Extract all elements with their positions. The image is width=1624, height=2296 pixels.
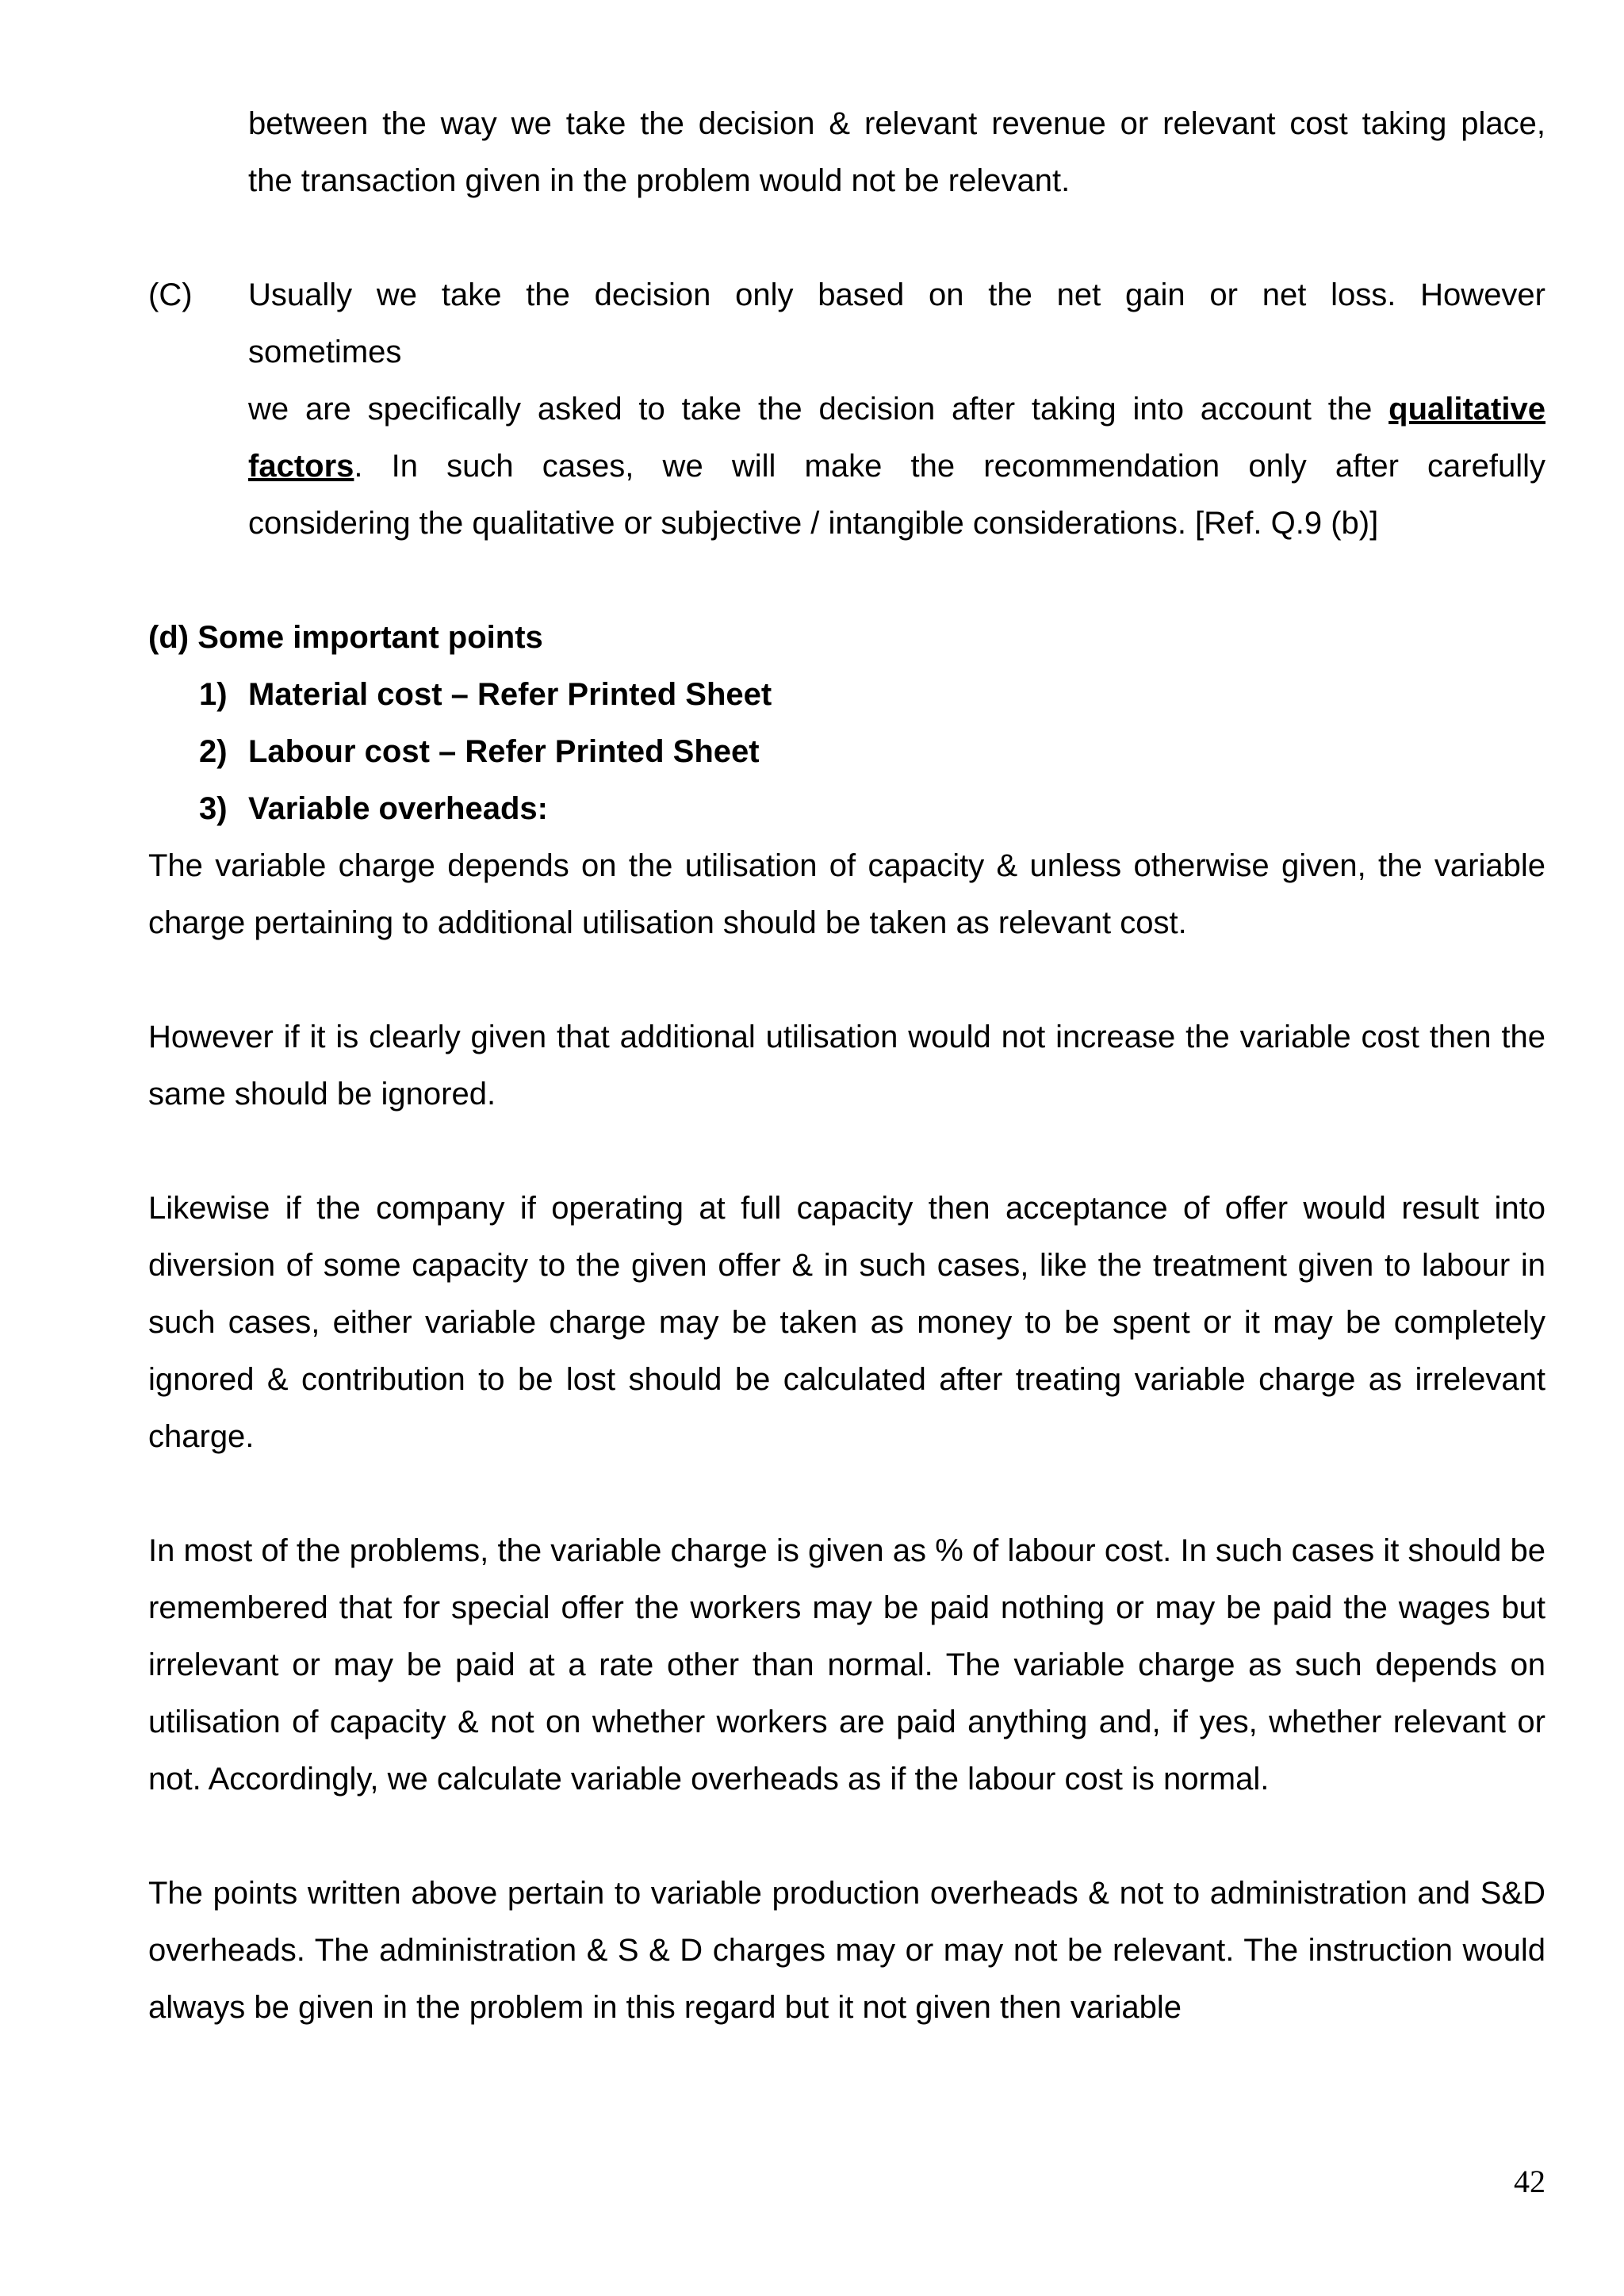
intro-paragraph — [148, 95, 1545, 209]
section-c-line-4 — [248, 438, 1545, 495]
section-c — [148, 266, 1545, 552]
qualitative-keyword: qualitative — [1388, 392, 1545, 427]
list-item-label: Labour cost – Refer Printed Sheet — [248, 734, 760, 769]
section-c-line-3 — [248, 381, 1545, 438]
document-page — [148, 95, 1545, 2036]
spacer — [148, 951, 1545, 1008]
body-paragraph: However if it is clearly given that additional utilisation would not increase the variable cost then the same should be ignored. — [148, 1020, 1545, 1112]
body-paragraph: In most of the problems, the variable charge is given as % of labour cost. In such cases it should be remembered that for special offer the workers may be paid nothing or may be paid the wages but irrelevant or may be paid at a rate other than normal. The variable charge as such depends on utilisation of capacity & not on whether workers are paid anything and, if yes, whether relevant or not. Accordingly, we calculate variable overheads as if the labour cost is normal. — [148, 1533, 1545, 1797]
section-c-line-3-text: we are specifically asked to take the decision after taking into account the — [248, 392, 1373, 427]
factors-keyword: factors — [248, 449, 354, 484]
list-item — [148, 723, 1545, 780]
section-c-line-5: considering the qualitative or subjective / intangible considerations. [Ref. Q.9 (b)] — [248, 506, 1379, 541]
intro-line-1: between the way we take the decision & relevant revenue or relevant cost taking place, — [248, 106, 1545, 141]
section-c-line-4-text: . In such cases, we will make the recommendation only after carefully — [354, 449, 1545, 484]
list-item-number: 2) — [199, 734, 228, 769]
body-paragraph: The variable charge depends on the utilisation of capacity & unless otherwise given, the variable charge pertaining to additional utilisation should be taken as relevant cost. — [148, 848, 1545, 940]
spacer — [148, 209, 1545, 266]
body-paragraph: The points written above pertain to variable production overheads & not to administration and S&D overheads. The administration & S & D charges may or may not be relevant. The instruction would always be given in the problem in this regard but it not given then variable — [148, 1876, 1545, 2025]
intro-line-2: the transaction given in the problem would not be relevant. — [248, 163, 1071, 198]
list-item-number: 1) — [199, 677, 228, 712]
list-item — [148, 780, 1545, 837]
section-c-line-2: sometimes — [248, 335, 402, 369]
list-item — [148, 666, 1545, 723]
page-number: 42 — [1514, 2164, 1545, 2199]
list-item-label: Variable overheads: — [248, 791, 548, 826]
spacer — [148, 1808, 1545, 1865]
body-paragraph: Likewise if the company if operating at full capacity then acceptance of offer would result into diversion of some capacity to the given offer & in such cases, like the treatment given to labour in such cases, either variable charge may be taken as money to be spent or it may be completely ignored & contribution to be lost should be calculated after treating variable charge as irrelevant charge. — [148, 1191, 1545, 1454]
spacer — [148, 552, 1545, 609]
list-item-label: Material cost – Refer Printed Sheet — [248, 677, 772, 712]
section-c-marker: (C) — [148, 277, 193, 312]
section-c-line-1: Usually we take the decision only based on the net gain or net loss. However — [248, 277, 1545, 312]
spacer — [148, 1123, 1545, 1180]
spacer — [148, 1465, 1545, 1522]
section-d-heading: (d) Some important points — [148, 620, 543, 655]
list-item-number: 3) — [199, 791, 228, 826]
